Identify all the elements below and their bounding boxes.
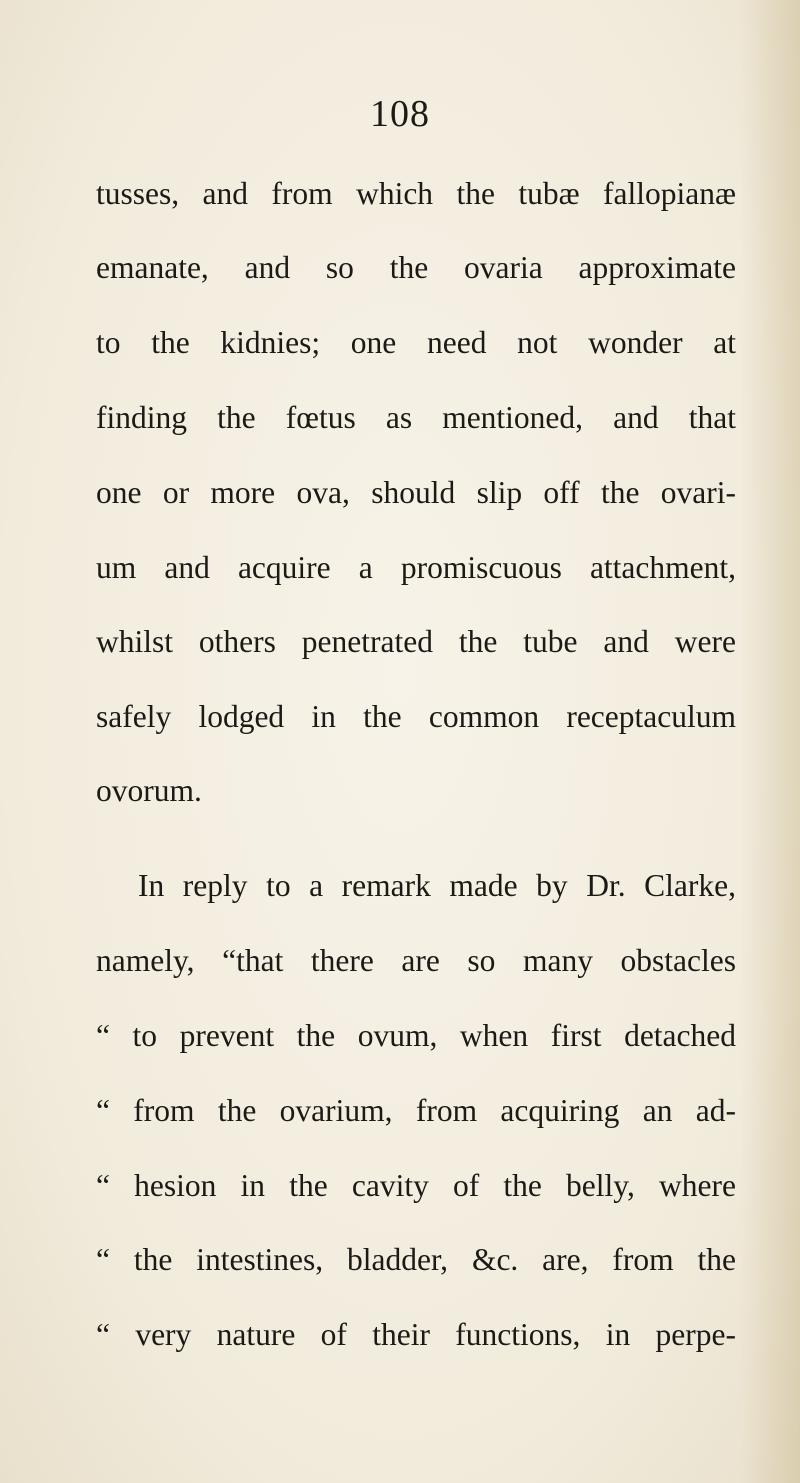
text-line: ovorum. bbox=[96, 773, 202, 808]
text-line: safely lodged in the common receptaculum bbox=[96, 699, 736, 734]
text-line: one or more ova, should slip off the ovari- bbox=[96, 475, 736, 510]
page-edge-shadow bbox=[740, 0, 800, 1483]
text-line: whilst others penetrated the tube and were bbox=[96, 624, 736, 659]
text-line: finding the fœtus as mentioned, and that bbox=[96, 400, 736, 435]
text-line: namely, “that there are so many obstacles bbox=[96, 943, 736, 978]
text-line: “ hesion in the cavity of the belly, where bbox=[96, 1168, 736, 1203]
text-line: tusses, and from which the tubæ fallopianæ bbox=[96, 176, 736, 211]
text-line: “ the intestines, bladder, &c. are, from the bbox=[96, 1242, 736, 1277]
text-line: emanate, and so the ovaria approximate bbox=[96, 250, 736, 285]
page-number: 108 bbox=[370, 93, 430, 135]
text-line: um and acquire a promiscuous attachment, bbox=[96, 550, 736, 585]
text-line: “ to prevent the ovum, when first detached bbox=[96, 1018, 736, 1053]
text-line: “ very nature of their functions, in perpe- bbox=[96, 1317, 736, 1352]
text-line: to the kidnies; one need not wonder at bbox=[96, 325, 736, 360]
text-line: “ from the ovarium, from acquiring an ad- bbox=[96, 1093, 736, 1128]
text-line: In reply to a remark made by Dr. Clarke, bbox=[138, 868, 736, 903]
